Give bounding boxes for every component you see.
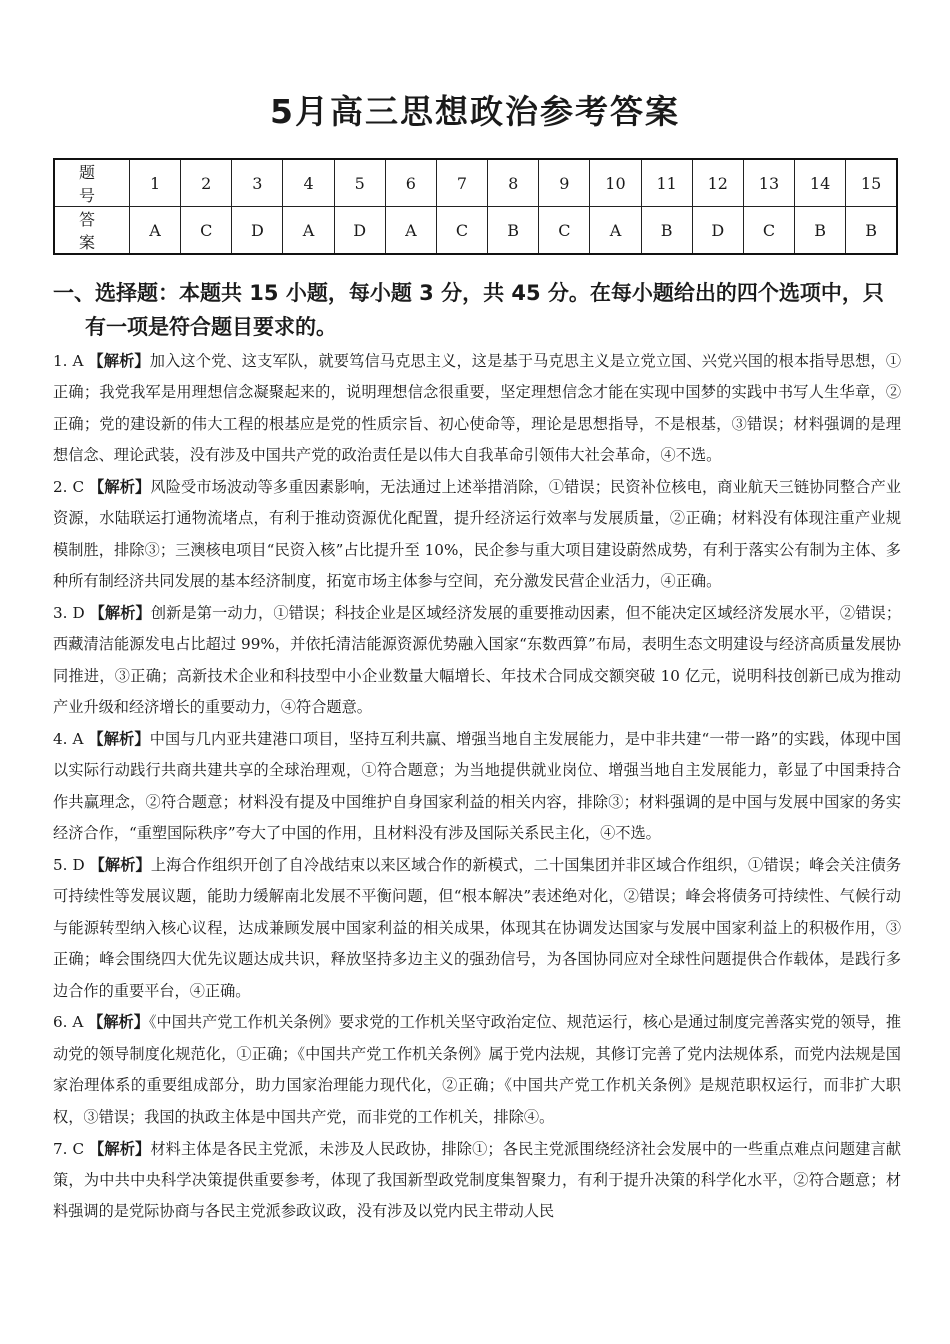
analysis-tag: 【解析】 [89, 604, 151, 623]
explanation-list [53, 346, 901, 1228]
answer-cell: C [539, 207, 590, 255]
question-number: 8 [488, 159, 539, 207]
answer-cell: B [488, 207, 539, 255]
analysis-text: 材料主体是各民主党派，未涉及人民政协，排除①；各民主党派围绕经济社会发展中的一些重点难点问题建言献策，为中共中央科学决策提供重要参考，体现了我国新型政党制度集智聚力，有利于提升决策的科学化水平，②符合题意；材料强调的是党际协商与各民主党派参政议政，没有涉及以党内民主带动人民 [53, 1139, 902, 1221]
answer-cell: A [283, 207, 334, 255]
item-number: 7. C [53, 1139, 85, 1158]
section-heading [53, 276, 903, 344]
row-label-answer: 答 案 [54, 207, 130, 255]
analysis-tag: 【解析】 [89, 478, 151, 497]
analysis-text: 《中国共产党工作机关条例》要求党的工作机关坚守政治定位、规范运行，核心是通过制度完善落实党的领导，推动党的领导制度化规范化，①正确；《中国共产党工作机关条例》属于党内法规，其修订完善了党内法规体系，而党内法规是国家治理体系的重要组成部分，助力国家治理能力现代化，②正确；《中国共产党工作机关条例》是规范职权运行，而非扩大职权，③错误；我国的执政主体是中国共产党，而非党的工作机关，排除④。 [53, 1013, 902, 1126]
answer-row [54, 207, 897, 255]
question-number: 12 [692, 159, 743, 207]
item-number: 2. C [53, 478, 85, 497]
explanation-item [53, 1134, 901, 1228]
analysis-text: 加入这个党、这支军队，就要笃信马克思主义，这是基于马克思主义是立党立国、兴党兴国的根本指导思想，①正确；我党我军是用理想信念凝聚起来的，说明理想信念很重要，坚定理想信念才能在实现中国梦的实践中书写人生华章，②正确；党的建设新的伟大工程的根基应是党的性质宗旨、初心使命等，理论是思想指导，不是根基，③错误；材料强调的是理想信念、理论武装，没有涉及中国共产党的政治责任是以伟大自我革命引领伟大社会革命，④不选。 [53, 352, 902, 465]
item-number: 6. A [53, 1013, 84, 1032]
question-number: 15 [846, 159, 897, 207]
explanation-item [53, 346, 901, 472]
item-number: 1. A [53, 352, 84, 370]
question-number: 11 [641, 159, 692, 207]
question-number-row [54, 159, 897, 207]
analysis-text: 风险受市场波动等多重因素影响，无法通过上述举措消除，①错误；民资补位核电，商业航天三链协同整合产业资源，水陆联运打通物流堵点，有利于推动资源优化配置，提升经济运行效率与发展质量，②正确；材料没有体现注重产业规模制胜，排除③；三澳核电项目“民资入核”占比提升至 10%，民企参与重大项目建设蔚然成势，有利于落实公有制为主体、多种所有制经济共同发展的基本经济制度，拓宽市场主体参与空间，充分激发民营企业活力，④正确。 [53, 478, 902, 591]
question-number: 5 [334, 159, 385, 207]
analysis-text: 上海合作组织开创了自冷战结束以来区域合作的新模式，二十国集团并非区域合作组织，①错误；峰会关注债务可持续性等发展议题，能助力缓解南北发展不平衡问题，但“根本解决”表述绝对化，②错误；峰会将债务可持续性、气候行动与能源转型纳入核心议程，达成兼顾发展中国家利益的相关成果，体现其在协调发达国家与发展中国家利益上的积极作用，③正确；峰会围绕四大优先议题达成共识，释放坚持多边主义的强劲信号，为各国协同应对全球性问题提供合作载体，是践行多边合作的重要平台，④正确。 [53, 856, 902, 1000]
answer-cell: C [743, 207, 794, 255]
question-number: 14 [795, 159, 846, 207]
answer-cell: C [436, 207, 487, 255]
analysis-text: 中国与几内亚共建港口项目，坚持互利共赢、增强当地自主发展能力，是中非共建“一带一路”的实践，体现中国以实际行动践行共商共建共享的全球治理观，①符合题意；为当地提供就业岗位、增强当地自主发展能力，彰显了中国秉持合作共赢理念，②符合题意；材料没有提及中国维护自身国家利益的相关内容，排除③；材料强调的是中国与发展中国家的务实经济合作，“重塑国际秩序”夸大了中国的作用，且材料没有涉及国际关系民主化，④不选。 [53, 730, 902, 843]
question-number: 3 [232, 159, 283, 207]
answer-cell: D [692, 207, 743, 255]
answer-cell: B [795, 207, 846, 255]
answer-cell: D [232, 207, 283, 255]
section-heading-line2: 有一项是符合题目要求的。 [85, 315, 337, 339]
question-number: 1 [130, 159, 181, 207]
question-number: 7 [436, 159, 487, 207]
analysis-tag: 【解析】 [88, 730, 150, 749]
question-number: 6 [385, 159, 436, 207]
section-heading-line1: 一、选择题：本题共 15 小题，每小题 3 分，共 45 分。在每小题给出的四个选项中，只 [53, 281, 884, 305]
analysis-tag: 【解析】 [88, 352, 150, 370]
row-label-question-number: 题 号 [54, 159, 130, 207]
explanation-item [53, 850, 901, 1007]
analysis-tag: 【解析】 [89, 1139, 151, 1158]
answer-cell: C [181, 207, 232, 255]
question-number: 10 [590, 159, 641, 207]
question-number: 13 [743, 159, 794, 207]
explanation-item [53, 724, 901, 850]
item-number: 5. D [53, 856, 85, 875]
analysis-tag: 【解析】 [88, 1013, 149, 1032]
analysis-text: 创新是第一动力，①错误；科技企业是区域经济发展的重要推动因素，但不能决定区域经济发展水平，②错误；西藏清洁能源发电占比超过 99%，并依托清洁能源资源优势融入国家“东数西算”布局，表明生态文明建设与经济高质量发展协同推进，③正确；高新技术企业和科技型中小企业数量大幅增长、年技术合同成交额突破 10 亿元，说明科技创新已成为推动产业升级和经济增长的重要动力，④符合题意。 [53, 604, 902, 717]
page-title: 5月高三思想政治参考答案 [270, 92, 680, 131]
answer-cell: A [590, 207, 641, 255]
answer-cell: A [130, 207, 181, 255]
explanation-item [53, 472, 901, 598]
answer-cell: B [846, 207, 897, 255]
answer-cell: A [385, 207, 436, 255]
explanation-item [53, 1007, 901, 1133]
analysis-tag: 【解析】 [89, 856, 151, 875]
item-number: 3. D [53, 604, 85, 623]
question-number: 2 [181, 159, 232, 207]
question-number: 4 [283, 159, 334, 207]
answer-cell: D [334, 207, 385, 255]
item-number: 4. A [53, 730, 84, 749]
answer-cell: B [641, 207, 692, 255]
explanation-item [53, 598, 901, 724]
question-number: 9 [539, 159, 590, 207]
answer-table [53, 158, 898, 255]
